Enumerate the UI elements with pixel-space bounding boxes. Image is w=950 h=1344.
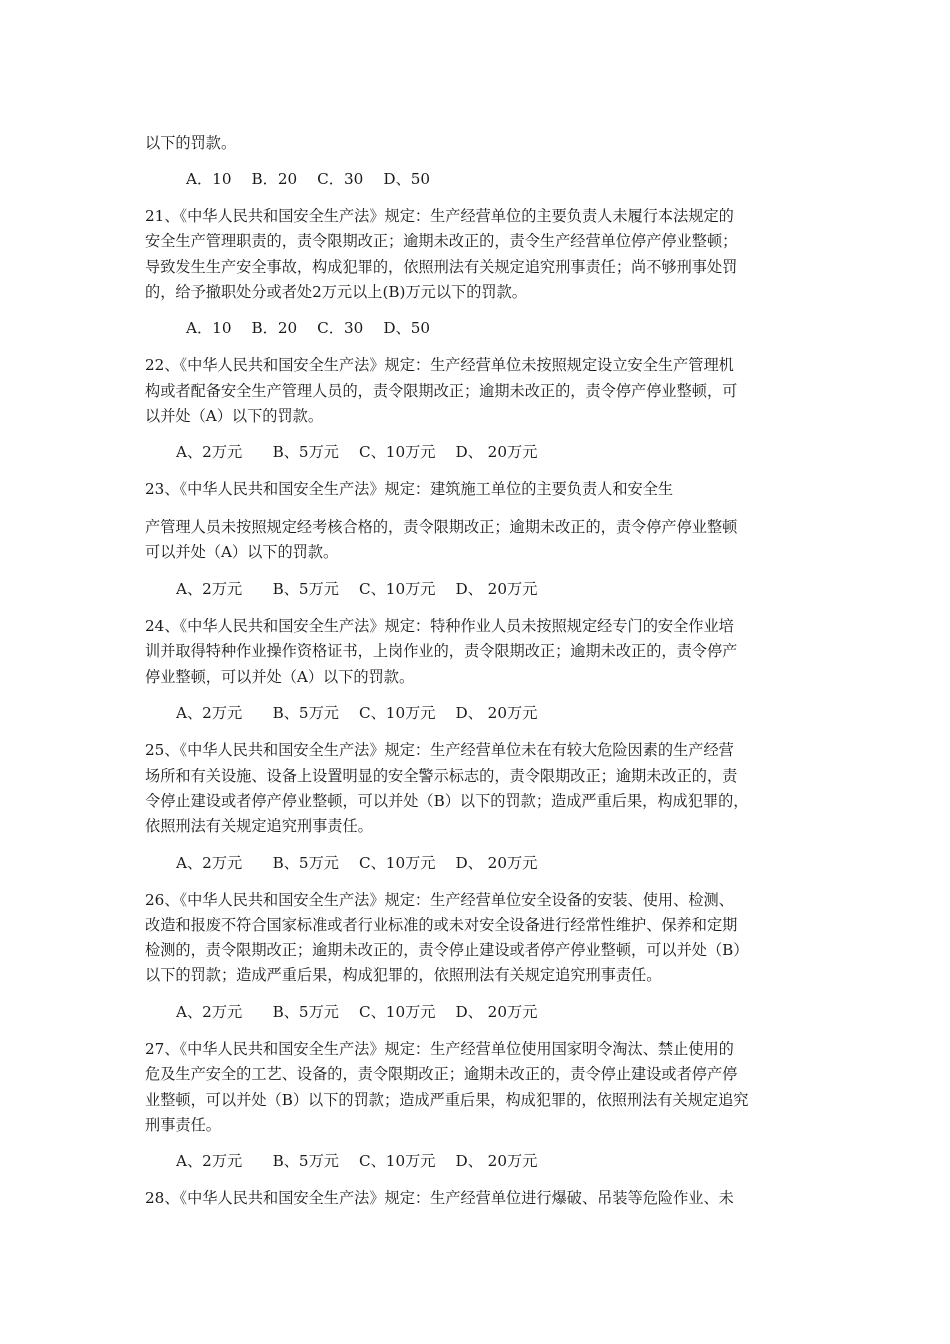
answer-options: A．10 B．20 C．30 D、50 [186, 170, 431, 188]
text-line: 检测的，责令限期改正；逾期未改正的，责令停止建设或者停产停业整顿，可以并处（B） [145, 941, 749, 959]
text-line: 训并取得特种作业操作资格证书，上岗作业的，责令限期改正；逾期未改正的，责令停产 [145, 642, 738, 660]
text-line: 以下的罚款；造成严重后果，构成犯罪的，依照刑法有关规定追究刑事责任。 [145, 966, 662, 984]
question-21-line: 21、《中华人民共和国安全生产法》规定：生产经营单位的主要负责人未履行本法规定的 [145, 207, 734, 225]
question-24-line: 24、《中华人民共和国安全生产法》规定：特种作业人员未按照规定经专门的安全作业培 [145, 617, 734, 635]
text-line: 场所和有关设施、设备上设置明显的安全警示标志的，责令限期改正；逾期未改正的，责 [145, 767, 738, 785]
question-25-line: 25、《中华人民共和国安全生产法》规定：生产经营单位未在有较大危险因素的生产经营 [145, 741, 734, 759]
answer-options: A、2万元 B、5万元 C、10万元 D、 20万元 [176, 443, 538, 461]
question-28-line: 28、《中华人民共和国安全生产法》规定：生产经营单位进行爆破、吊装等危险作业、未 [145, 1189, 734, 1207]
text-line: 以下的罚款。 [145, 134, 237, 152]
text-line: 刑事责任。 [145, 1116, 221, 1134]
text-line: 危及生产安全的工艺、设备的，责令限期改正；逾期未改正的，责令停止建设或者停产停 [145, 1065, 738, 1083]
question-26-line: 26、《中华人民共和国安全生产法》规定：生产经营单位安全设备的安装、使用、检测、 [145, 891, 734, 909]
question-23-line: 23、《中华人民共和国安全生产法》规定：建筑施工单位的主要负责人和安全生 [145, 480, 674, 498]
question-27-line: 27、《中华人民共和国安全生产法》规定：生产经营单位使用国家明令淘汰、禁止使用的 [145, 1040, 734, 1058]
text-line: 以并处（A）以下的罚款。 [145, 407, 324, 425]
text-line: 业整顿，可以并处（B）以下的罚款；造成严重后果，构成犯罪的，依照刑法有关规定追究 [145, 1091, 749, 1109]
answer-options: A、2万元 B、5万元 C、10万元 D、 20万元 [176, 854, 538, 872]
text-line: 可以并处（A）以下的罚款。 [145, 543, 339, 561]
text-line: 令停止建设或者停产停业整顿，可以并处（B）以下的罚款；造成严重后果，构成犯罪的， [145, 792, 749, 810]
text-line: 安全生产管理职责的，责令限期改正；逾期未改正的，责令生产经营单位停产停业整顿； [145, 232, 738, 250]
text-line: 停业整顿，可以并处（A）以下的罚款。 [145, 668, 415, 686]
text-line: 导致发生生产安全事故，构成犯罪的，依照刑法有关规定追究刑事责任；尚不够刑事处罚 [145, 258, 738, 276]
text-line: 改造和报废不符合国家标准或者行业标准的或未对安全设备进行经常性维护、保养和定期 [145, 916, 738, 934]
answer-options: A、2万元 B、5万元 C、10万元 D、 20万元 [176, 704, 538, 722]
answer-options: A、2万元 B、5万元 C、10万元 D、 20万元 [176, 1152, 538, 1170]
answer-options: A．10 B．20 C．30 D、50 [186, 319, 431, 337]
text-line: 产管理人员未按照规定经考核合格的，责令限期改正；逾期未改正的，责令停产停业整顿 [145, 518, 738, 536]
text-line: 依照刑法有关规定追究刑事责任。 [145, 817, 373, 835]
answer-options: A、2万元 B、5万元 C、10万元 D、 20万元 [176, 1003, 538, 1021]
text-line: 的，给予撤职处分或者处2万元以上(B)万元以下的罚款。 [145, 283, 527, 301]
answer-options: A、2万元 B、5万元 C、10万元 D、 20万元 [176, 580, 538, 598]
question-22-line: 22、《中华人民共和国安全生产法》规定：生产经营单位未按照规定设立安全生产管理机 [145, 356, 734, 374]
text-line: 构或者配备安全生产管理人员的，责令限期改正；逾期未改正的，责令停产停业整顿，可 [145, 382, 738, 400]
